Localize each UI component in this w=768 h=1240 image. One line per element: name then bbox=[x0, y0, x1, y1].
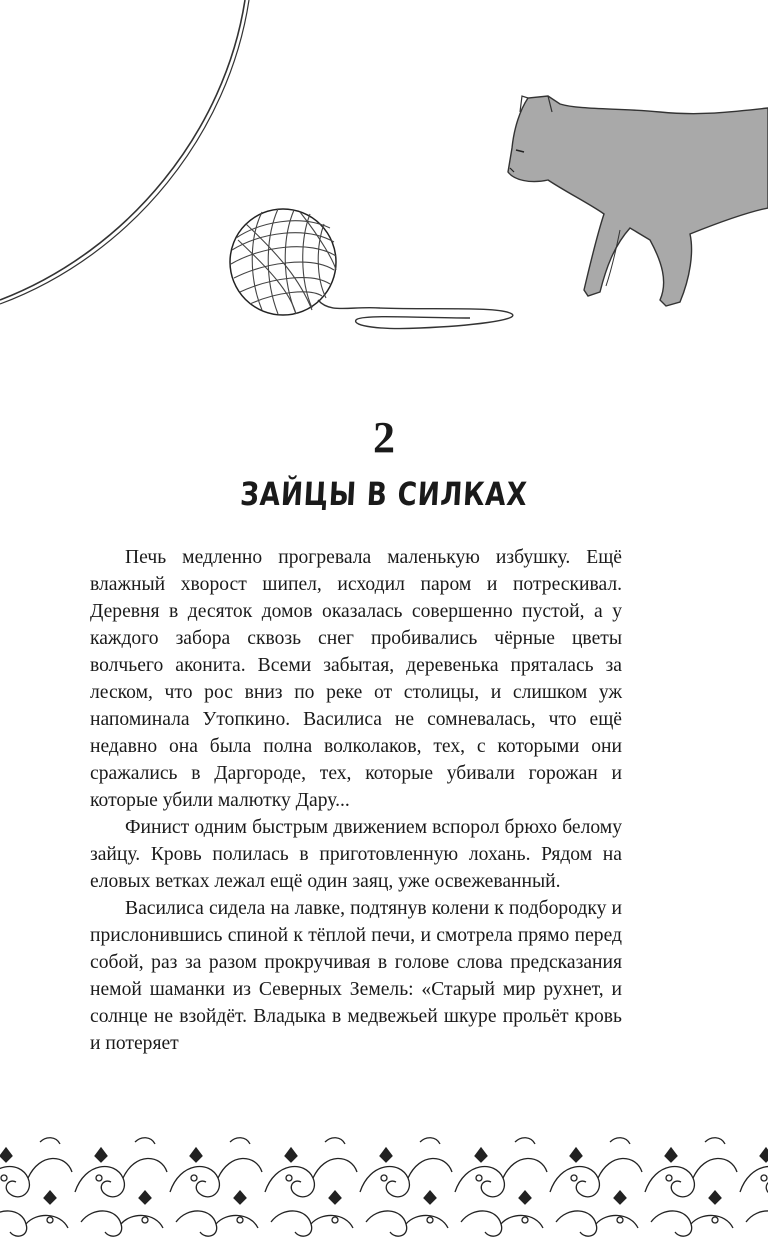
yarn-ball-icon bbox=[230, 209, 513, 329]
cat-icon bbox=[508, 96, 768, 306]
chapter-body bbox=[90, 544, 622, 1057]
paragraph: Финист одним быстрым движением вспорол брюхо белому зайцу. Кровь полилась в приготовленную лохань. Рядом на еловых ветках лежал ещё один заяц, уже освежеванный. bbox=[90, 817, 622, 892]
paragraph: Василиса сидела на лавке, подтянув колени к подбородку и прислонившись спиной к тёплой печи, и смотрела прямо перед собой, раз за разом прокручивая в голове слова предсказания немой шаманки из Северных Земель: «Старый мир рухнет, и солнце не взойдёт. Владыка в медвежьей шкуре прольёт кровь и потеряет bbox=[90, 898, 622, 1054]
chapter-number: 2 bbox=[373, 413, 395, 462]
chapter-title: ЗАЙЦЫ В СИЛКАХ bbox=[239, 475, 529, 513]
chapter-illustration bbox=[0, 0, 768, 380]
yarn-thread-arc bbox=[0, 0, 245, 300]
paragraph: Печь медленно прогревала маленькую избушку. Ещё влажный хворост шипел, исходил паром и потрескивал. Деревня в десяток домов оказалась совершенно пустой, а у каждого забора сквозь снег пробивались чёрные цветы волчьего аконита. Всеми забытая, деревенька пряталась за леском, что рос вниз по реке от столицы, и слишком уж напоминала Утопкино. Василиса не сомневалась, что ещё недавно она была полна волколаков, тех, с которыми они сражались в Даргороде, тех, которые убивали горожан и которые убили малютку Дару... bbox=[90, 547, 622, 811]
ornamental-border bbox=[0, 1132, 768, 1240]
